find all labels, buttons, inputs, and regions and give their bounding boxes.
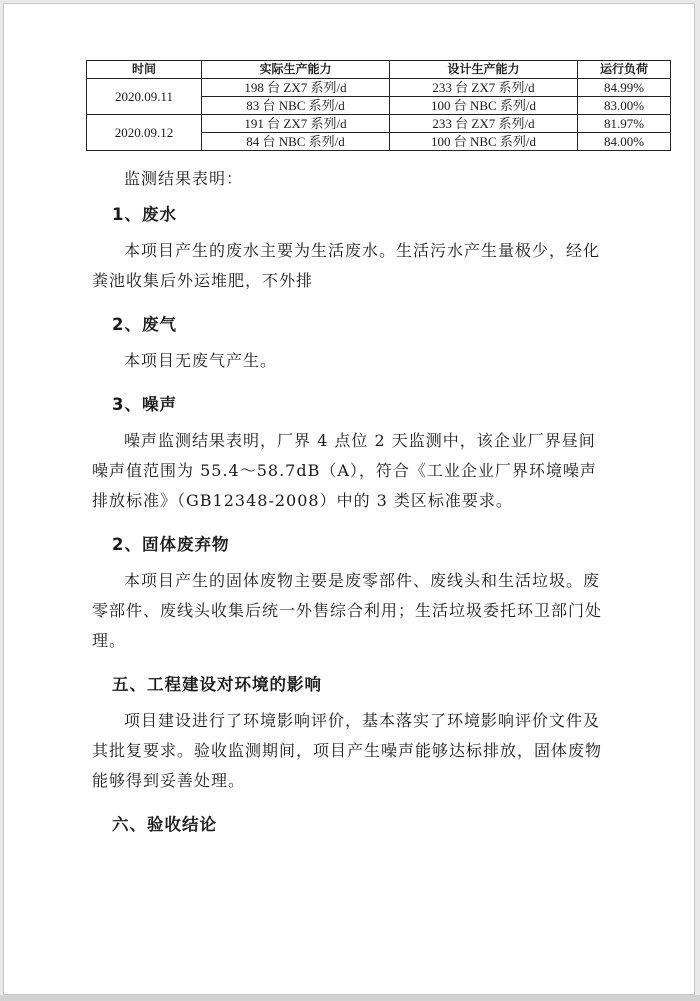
section-heading-solid-waste: 2、固体废弃物 — [112, 535, 230, 554]
table-header-row — [87, 61, 671, 79]
header-actual-capacity: 实际生产能力 — [202, 61, 390, 79]
section-heading-wastewater: 1、废水 — [112, 205, 177, 224]
actual-capacity-cell: 198 台 ZX7 系列/d — [202, 79, 390, 97]
operating-load-cell: 84.99% — [578, 79, 671, 97]
section-heading-waste-gas: 2、废气 — [112, 315, 177, 334]
section-heading-environmental-impact: 五、工程建设对环境的影响 — [112, 675, 322, 694]
section-body-solid-waste: 本项目产生的固体废物主要是废零部件、废线头和生活垃圾。废零部件、废线头收集后统一外售综合利用；生活垃圾委托环卫部门处理。 — [92, 571, 603, 650]
design-capacity-cell: 100 台 NBC 系列/d — [390, 97, 578, 115]
document-body — [92, 164, 612, 846]
section-heading-noise: 3、噪声 — [112, 395, 177, 414]
design-capacity-cell: 233 台 ZX7 系列/d — [390, 115, 578, 133]
section-heading-acceptance-conclusion: 六、验收结论 — [112, 815, 217, 834]
header-time: 时间 — [87, 61, 202, 79]
operating-load-cell: 84.00% — [578, 133, 671, 151]
table-row — [87, 79, 671, 97]
header-design-capacity: 设计生产能力 — [390, 61, 578, 79]
production-capacity-table — [86, 60, 671, 151]
design-capacity-cell: 100 台 NBC 系列/d — [390, 133, 578, 151]
intro-text: 监测结果表明： — [124, 169, 244, 188]
operating-load-cell: 81.97% — [578, 115, 671, 133]
actual-capacity-cell: 83 台 NBC 系列/d — [202, 97, 390, 115]
actual-capacity-cell: 84 台 NBC 系列/d — [202, 133, 390, 151]
section-body-waste-gas: 本项目无废气产生。 — [124, 351, 278, 370]
actual-capacity-cell: 191 台 ZX7 系列/d — [202, 115, 390, 133]
document-page — [3, 3, 695, 995]
section-body-wastewater: 本项目产生的废水主要为生活废水。生活污水产生量极少，经化粪池收集后外运堆肥，不外排 — [92, 241, 601, 290]
date-cell: 2020.09.12 — [87, 115, 202, 151]
header-operating-load: 运行负荷 — [578, 61, 671, 79]
date-cell: 2020.09.11 — [87, 79, 202, 115]
table-row — [87, 115, 671, 133]
viewer-bottom-bar — [0, 995, 700, 1001]
section-body-environmental-impact: 项目建设进行了环境影响评价，基本落实了环境影响评价文件及其批复要求。验收监测期间，项目产生噪声能够达标排放，固体废物能够得到妥善处理。 — [92, 711, 603, 790]
section-body-noise: 噪声监测结果表明，厂界 4 点位 2 天监测中，该企业厂界昼间噪声值范围为 55.4～58.7dB（A），符合《工业企业厂界环境噪声排放标准》（GB12348-2008）中的 3 类区标准要求。 — [92, 431, 597, 510]
operating-load-cell: 83.00% — [578, 97, 671, 115]
design-capacity-cell: 233 台 ZX7 系列/d — [390, 79, 578, 97]
